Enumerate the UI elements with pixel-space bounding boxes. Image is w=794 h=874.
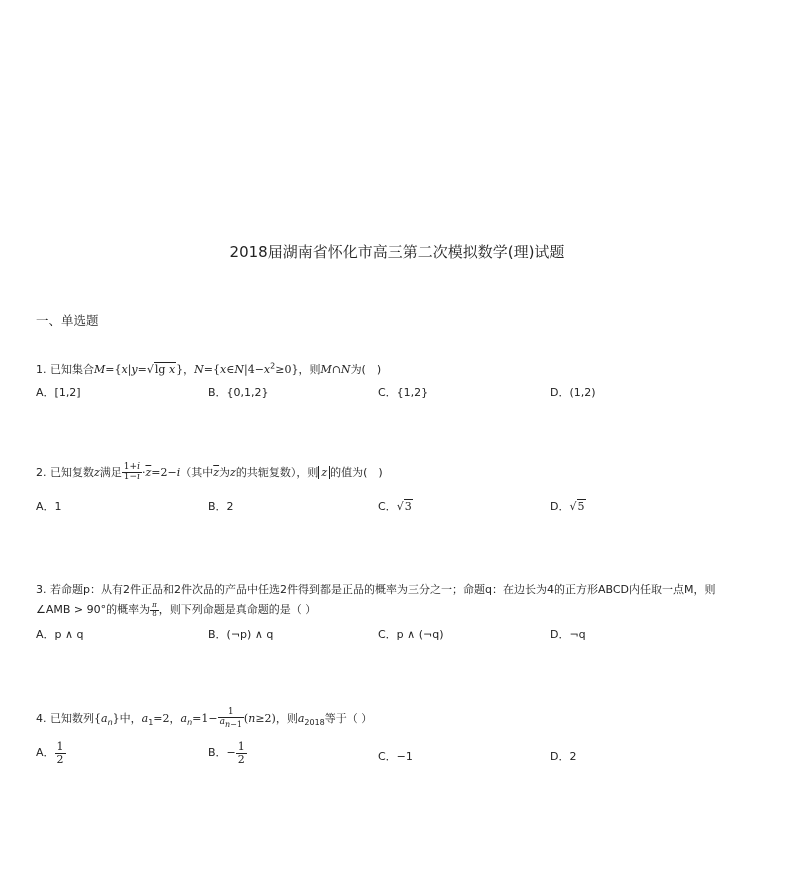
- q2-option-c[interactable]: C．√3: [378, 500, 412, 513]
- q1-option-b[interactable]: B．{0,1,2}: [208, 386, 269, 399]
- q3-option-a[interactable]: A．p ∧ q: [36, 628, 84, 641]
- q3-option-d[interactable]: D．¬q: [550, 628, 586, 641]
- q4-option-c[interactable]: C．−1: [378, 750, 413, 763]
- section-heading: 一、单选题: [36, 313, 99, 328]
- question-3-line-1: 3. 若命题p：从有2件正品和2件次品的产品中任选2件得到都是正品的概率为三分之一；命题q：在边长为4的正方形ABCD内任取一点M，则: [36, 583, 716, 596]
- q1-option-c[interactable]: C．{1,2}: [378, 386, 429, 399]
- question-1: 1. 已知集合M={x|y=√lg x}，$N=\{x\in N|4-x^2\ge 0\}$，则M∩N为( ): [36, 361, 382, 376]
- q2-option-d[interactable]: D．√5: [550, 500, 585, 513]
- question-4-label: 4. 已知数列: [36, 711, 94, 725]
- math-fraction: $\frac{1+i}{1-i}$: [123, 462, 140, 483]
- q3-option-c[interactable]: C．p ∧ (¬q): [378, 628, 444, 641]
- math-modulus: z: [318, 466, 330, 479]
- page-title: 2018届湖南省怀化市高三第二次模拟数学(理)试题: [229, 243, 565, 261]
- math-set-m: M: [94, 363, 106, 376]
- question-2-label: 2. 已知复数: [36, 465, 94, 479]
- question-3-line-2: ∠AMB > 90°的概率为 $\frac{\pi}{8}$ ，则下列命题是真命题的是（ ）: [36, 601, 317, 618]
- q2-option-a[interactable]: A．1: [36, 500, 62, 513]
- q2-option-b[interactable]: B．2: [208, 500, 234, 513]
- math-fraction: $\frac{\pi}{8}$: [152, 601, 157, 618]
- q4-option-b[interactable]: B．− $\frac{1}{2}$: [208, 740, 245, 766]
- question-2: 2. 已知复数z满足 $\frac{1+i}{1-i}$ $\cdot\overline{z}=2-i$（其中$\overline{z}$为z的共轭复数），则 z 的值为( ): [36, 462, 383, 483]
- q1-option-d[interactable]: D．(1,2): [550, 386, 596, 399]
- math-intersection: M∩N: [320, 363, 351, 376]
- question-1-label: 1. 已知集合: [36, 363, 94, 376]
- math-set-n: N: [194, 363, 204, 376]
- q1-option-a[interactable]: A．[1,2]: [36, 386, 81, 399]
- question-4: 4. 已知数列$\{a_n\}$中，$a_1=2$，$a_n=1-$ $\frac{1}{a_{n-1}}$ (n≥2)，则$a_{2018}$等于（ ）: [36, 707, 373, 730]
- q4-option-d[interactable]: D．2: [550, 750, 577, 763]
- math-fraction: $\frac{1}{a_{n-1}}$: [219, 707, 242, 730]
- q3-option-b[interactable]: B．(¬p) ∧ q: [208, 628, 274, 641]
- q4-option-a[interactable]: A． $\frac{1}{2}$: [36, 740, 64, 766]
